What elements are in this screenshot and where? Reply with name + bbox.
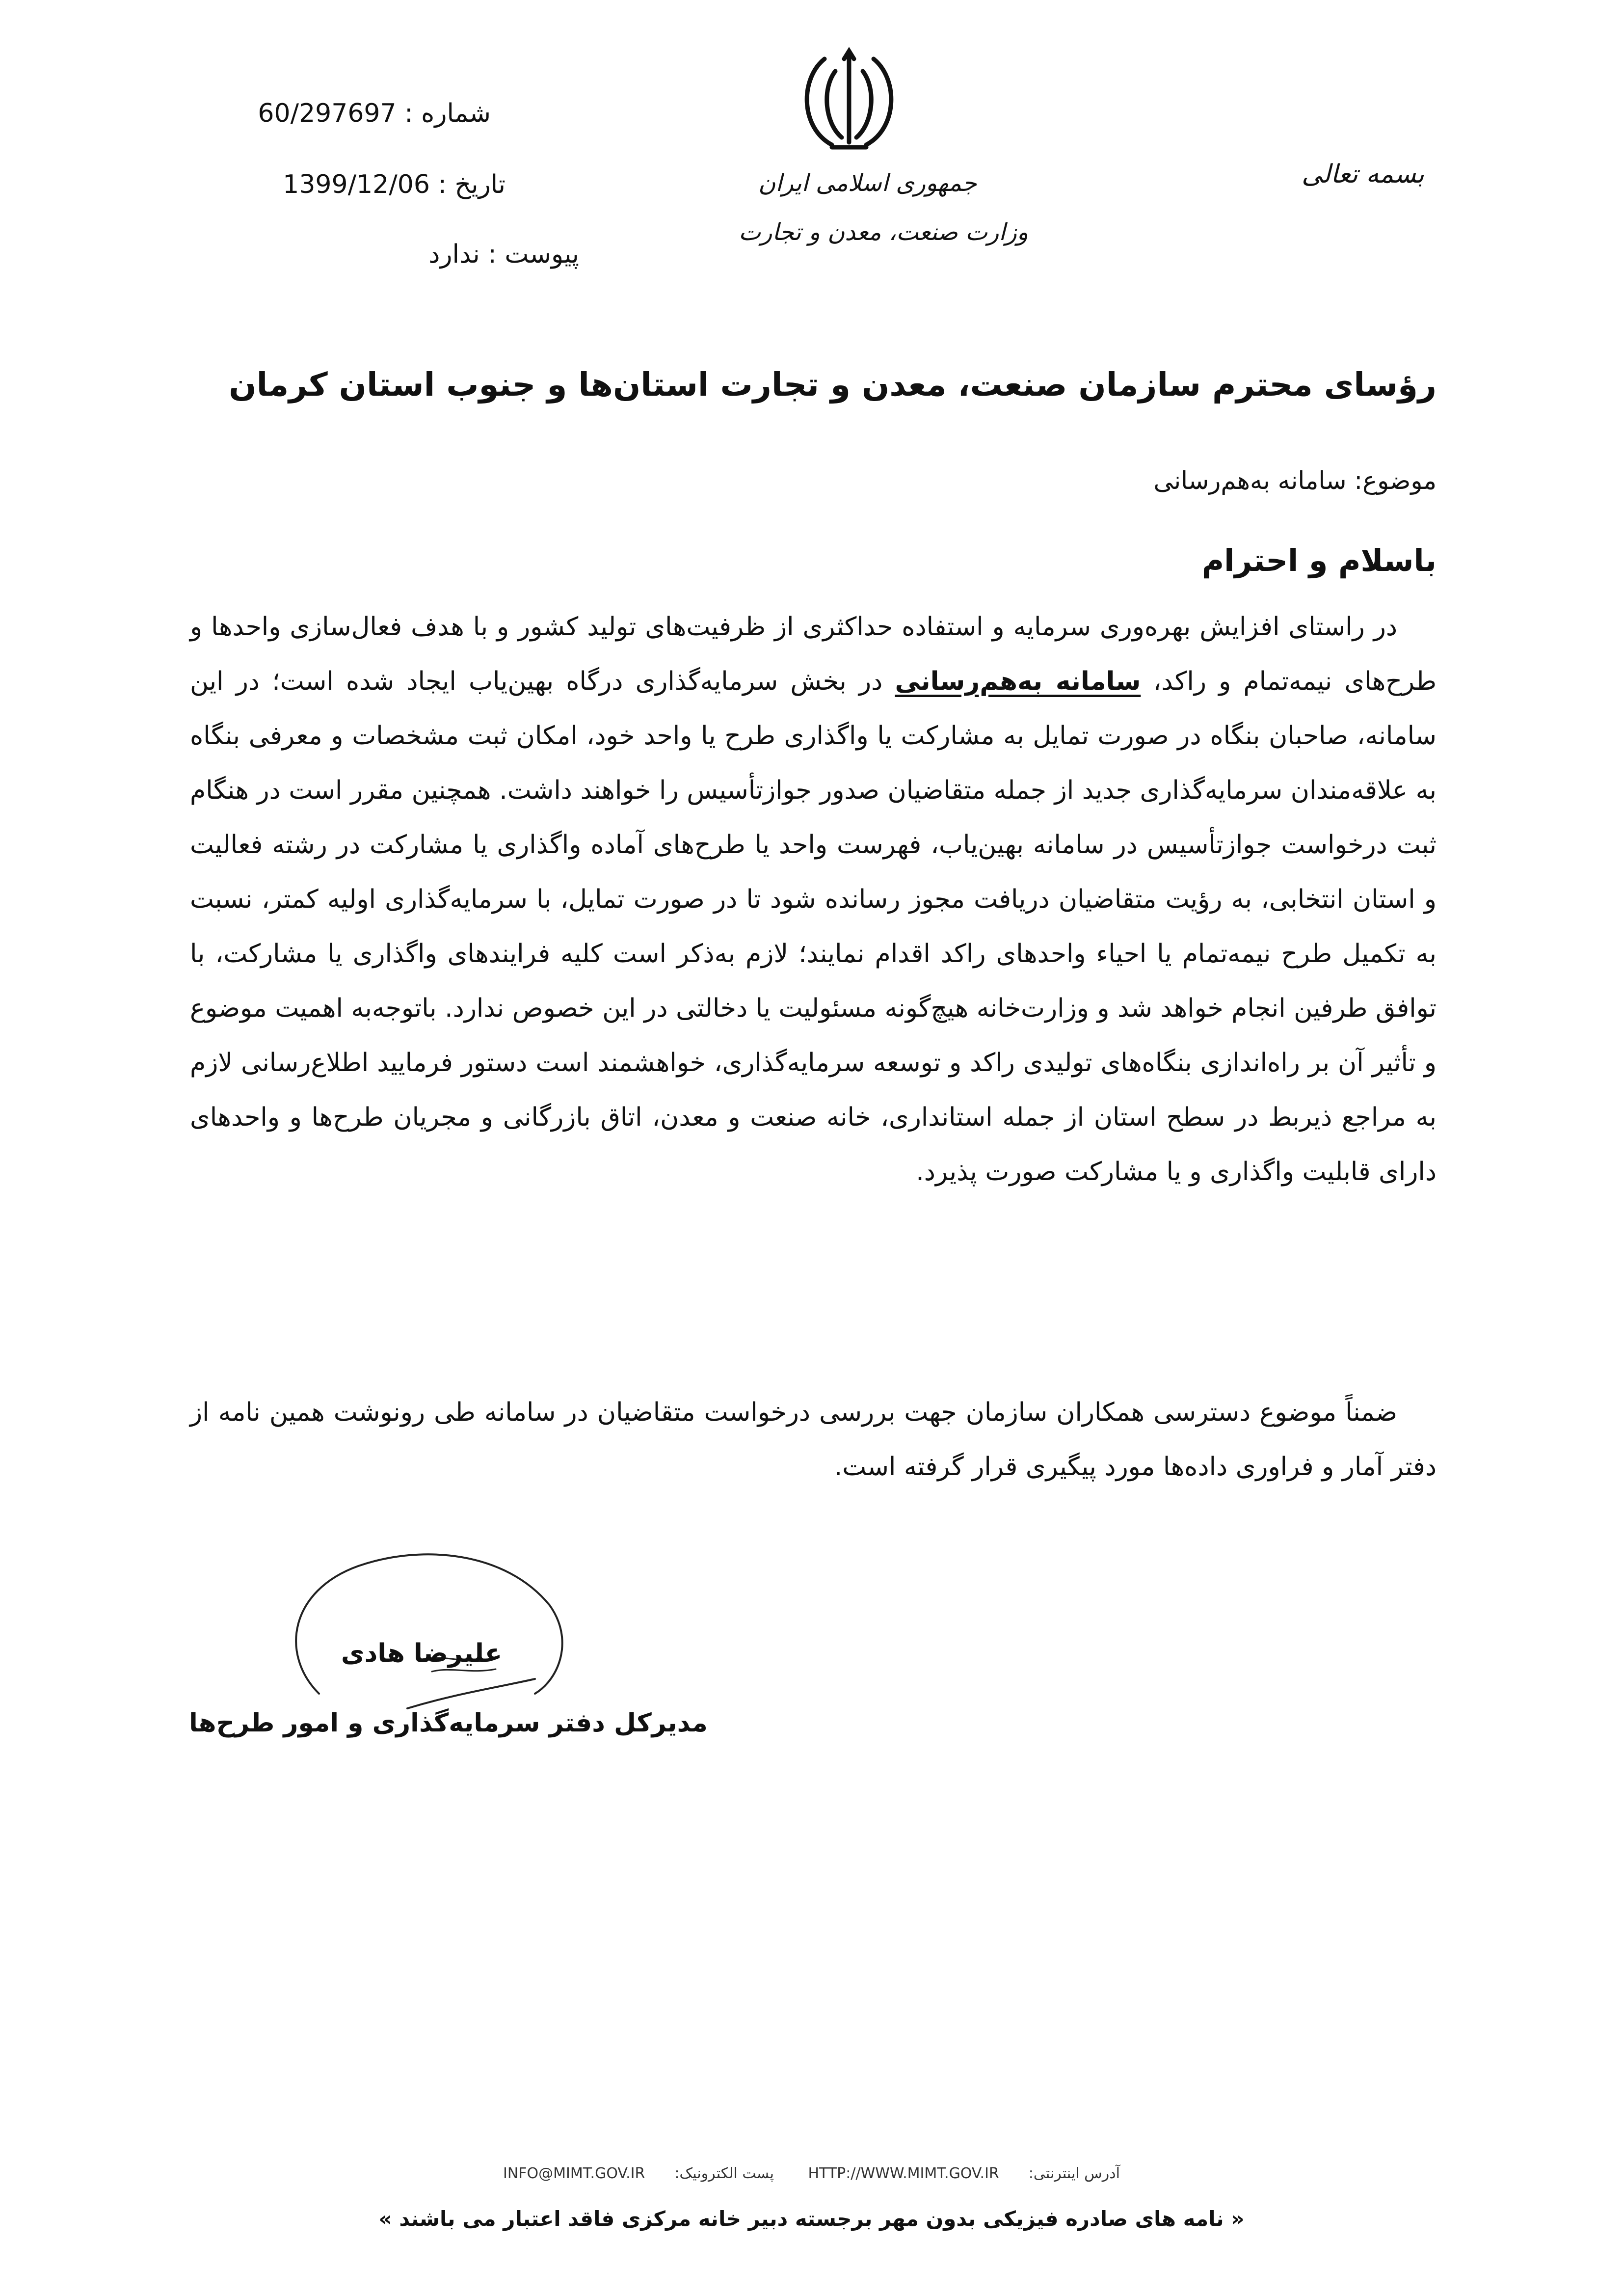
letter-date-label: تاریخ : — [438, 170, 506, 199]
basmala-heading: بسمه تعالی — [1302, 160, 1424, 189]
government-name: جمهوری اسلامی ایران — [758, 169, 977, 197]
subject-line: موضوع: سامانه به‌هم‌رسانی — [1153, 466, 1437, 495]
letter-number-label: شماره : — [404, 99, 491, 128]
footer-website-label: آدرس اینترنتی: — [1028, 2165, 1120, 2182]
signer-title: مدیرکل دفتر سرمایه‌گذاری و امور طرح‌ها — [189, 1708, 708, 1738]
footer-contact-line — [0, 2165, 1623, 2182]
letter-date-row — [162, 172, 506, 197]
footer-website: HTTP://WWW.MIMT.GOV.IR — [808, 2165, 999, 2182]
handwritten-signature — [260, 1532, 574, 1718]
letter-number-row — [147, 101, 491, 126]
iran-emblem-icon — [795, 44, 903, 157]
body-paragraph-1 — [190, 600, 1437, 1199]
footer-validity-note: « نامه های صادره فیزیکی بدون مهر برجسته دبیر خانه مرکزی فاقد اعتبار می باشند » — [378, 2207, 1245, 2231]
paragraph-1-intro: در راستای افزایش بهره‌وری سرمایه و استفاده حداکثری از ظرفیت‌های تولید کشور و با هدف فعال‌سازی واحدها و طرح‌های نیمه‌تمام و راکد، — [190, 612, 1437, 696]
letter-date-value: 1399/12/06 — [283, 170, 430, 199]
system-name-highlight: سامانه به‌هم‌رسانی — [895, 667, 1141, 696]
letter-attachment-row — [236, 242, 579, 267]
signer-name: علیرضا هادی — [341, 1639, 503, 1668]
letter-attachment-value: ندارد — [428, 240, 480, 269]
letter-number-value: 60/297697 — [258, 99, 397, 128]
paragraph-2-text: ضمناً موضوع دسترسی همکاران سازمان جهت بررسی درخواست متقاضیان در سامانه طی رونوشت همین نامه از دفتر آمار و فراوری داده‌ها مورد پیگیری قرار گرفته است. — [190, 1398, 1437, 1482]
greeting-line: باسلام و احترام — [1201, 542, 1437, 578]
footer-email-label: پست الکترونیک: — [674, 2165, 774, 2182]
recipient-line: رؤسای محترم سازمان صنعت، معدن و تجارت استان‌ها و جنوب استان کرمان — [229, 366, 1437, 404]
letter-attachment-label: پیوست : — [488, 240, 579, 269]
ministry-name: وزارت صنعت، معدن و تجارت — [739, 218, 1028, 246]
paragraph-1-rest: در بخش سرمایه‌گذاری درگاه بهین‌یاب ایجاد شده است؛ در این سامانه، صاحبان بنگاه در صورت تمایل به مشارکت یا واگذاری طرح یا واحد خود، امکان ثبت مشخصات و معرفی بنگاه به علاقه‌مندان سرمایه‌گذاری جدید از جمله متقاضیان صدور جوازتأسیس را خواهند داشت. همچنین مقرر است در هنگام ثبت درخواست جوازتأسیس در سامانه بهین‌یاب، فهرست واحد یا طرح‌های آماده واگذاری یا مشارکت در رشته فعالیت و استان انتخابی، به رؤیت متقاضیان دریافت مجوز رسانده شود تا در صورت تمایل، با سرمایه‌گذاری اولیه کمتر، نسبت به تکمیل طرح نیمه‌تمام یا احیاء واحدهای راکد اقدام نمایند؛ لازم به‌ذکر است کلیه فرایندهای واگذاری یا مشارکت، با توافق طرفین انجام خواهد شد و وزارت‌خانه هیچ‌گونه مسئولیت یا دخالتی در این خصوص ندارد. باتوجه‌به اهمیت موضوع و تأثیر آن بر راه‌اندازی بنگاه‌های تولیدی راکد و توسعه سرمایه‌گذاری، خواهشمند است دستور فرمایید اطلاع‌رسانی لازم به مراجع ذیربط در سطح استان از جمله استانداری، خانه صنعت و معدن، اتاق بازرگانی و مجریان طرح‌ها و واحدهای دارای قابلیت واگذاری و یا مشارکت صورت پذیرد. — [190, 667, 1437, 1187]
footer-email: INFO@MIMT.GOV.IR — [503, 2165, 645, 2182]
body-paragraph-2 — [190, 1385, 1437, 1494]
